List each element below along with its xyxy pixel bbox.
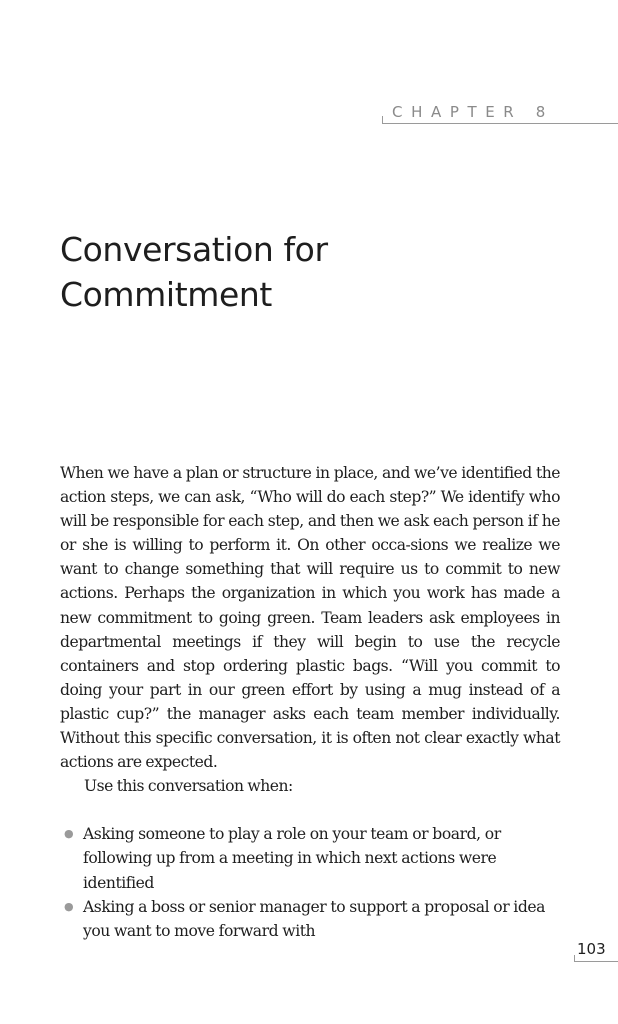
- paragraph-1: When we have a plan or structure in place, and we’ve identified the action steps, we can ask, “Who will do each step?” We identify who will be responsible for each step, and then we ask each person if he or she is willing to perform it. On other occa-sions we realize we want to change something that will require us to commit to new actions. Perhaps the organization in which you work has made a new commitment to going green. Team leaders ask employees in departmental meetings if they will begin to use the recycle containers and stop ordering plastic bags. “Will you commit to doing your part in our green effort by using a mug instead of a plastic cup?” the manager asks each team member individually. Without this specific conversation, it is often not clear exactly what actions are expected.: [60, 464, 560, 772]
- bullet-list: [60, 822, 560, 942]
- bullet-item-text: Asking someone to play a role on your team or board, or following up from a meeting in which next actions were identified: [83, 825, 501, 892]
- page-number-rule: [574, 961, 618, 962]
- chapter-rule: [382, 123, 618, 124]
- bullet-item: [60, 822, 548, 894]
- bullet-item-text: Asking a boss or senior manager to support a proposal or idea you want to move forward with: [83, 897, 545, 940]
- bullet-dot-icon: ●: [64, 827, 74, 841]
- paragraph-2: Use this conversation when:: [84, 777, 293, 796]
- bullet-item: [60, 895, 548, 943]
- bullet-dot-icon: ●: [64, 899, 74, 913]
- page-number: 103: [577, 940, 606, 958]
- chapter-label: CHAPTER 8: [392, 103, 554, 121]
- chapter-title: [60, 227, 480, 317]
- chapter-title-line-2: Commitment: [60, 275, 272, 314]
- body-text: [60, 461, 560, 943]
- chapter-title-line-1: Conversation for: [60, 230, 328, 269]
- chapter-rule-tick: [382, 116, 383, 123]
